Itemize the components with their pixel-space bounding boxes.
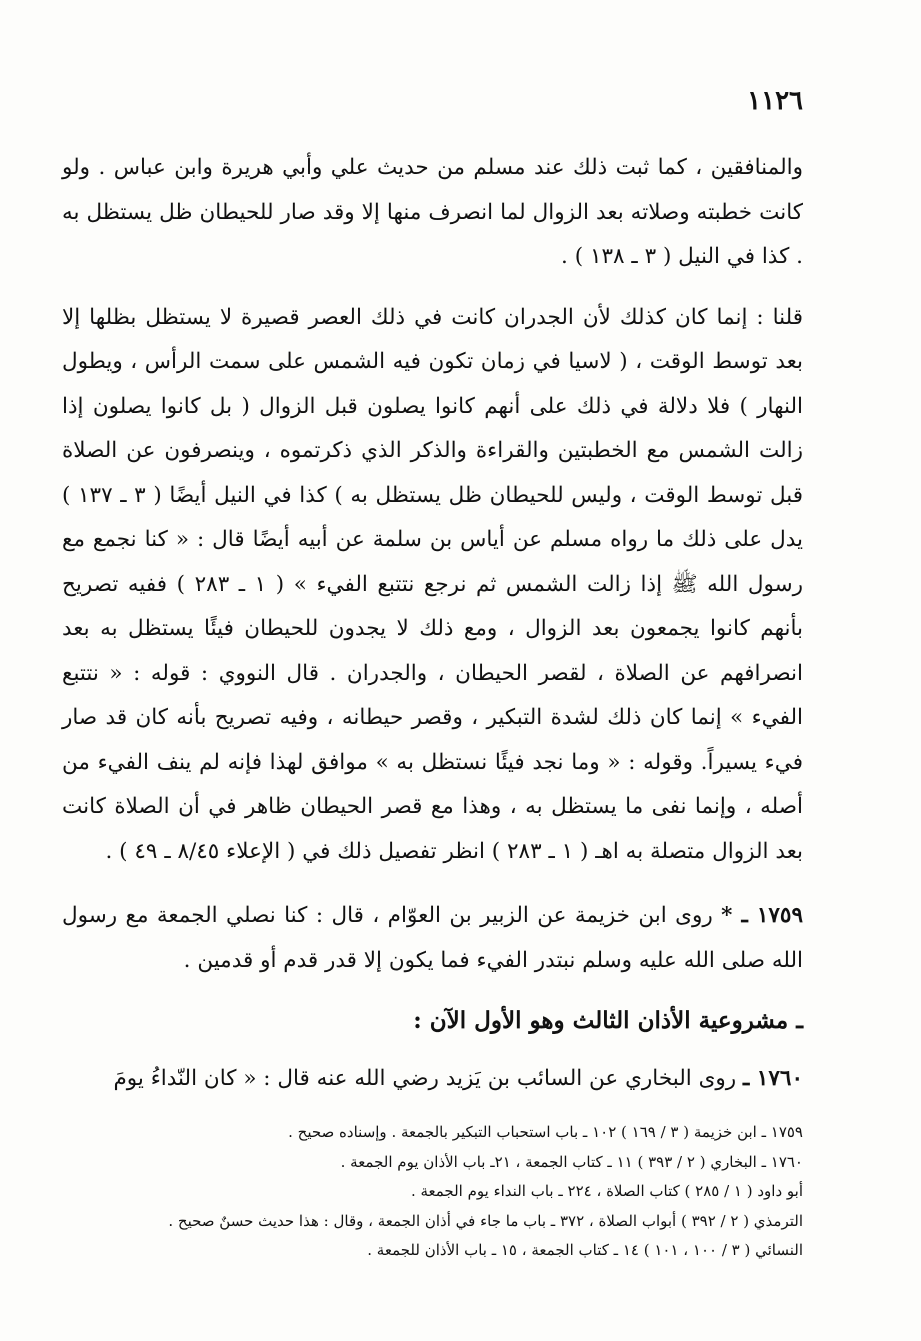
- hadith-1760-text: روى البخاري عن السائب بن يَزيد رضي الله عنه قال : « كان النّداءُ يومَ: [113, 1066, 743, 1091]
- section-heading: ـ مشروعية الأذان الثالث وهو الأول الآن :: [413, 1007, 803, 1034]
- footnote-1759: ١٧٥٩ ـ ابن خزيمة ( ٣ / ١٦٩ ) ١٠٢ ـ باب استحباب التبكير بالجمعة . وإسناده صحيح .: [288, 1123, 803, 1141]
- hadith-1759-text: روى ابن خزيمة عن الزبير بن العوّام ، قال : كنا نصلي الجمعة مع رسول الله صلى الله عليه وسلم نبتدر الفيء فما يكون إلا قدر قدم أو قدمين .: [62, 903, 803, 973]
- commentary-paragraph-1: والمنافقين ، كما ثبت ذلك عند مسلم من حديث علي وأبي هريرة وابن عباس . ولو كانت خطبته وصلاته بعد الزوال لما انصرف منها إلا وقد صار للحيطان ظل يستظل به . كذا في النيل ( ٣ ـ ١٣٨ ) .: [62, 155, 803, 269]
- footnote-tirmidhi: الترمذي ( ٢ / ٣٩٢ ) أبواب الصلاة ، ٣٧٢ ـ باب ما جاء في أذان الجمعة ، وقال : هذا حديث حسنٌ صحيح .: [168, 1211, 803, 1230]
- main-text: [62, 146, 803, 1102]
- footnote-1760-bukhari: ١٧٦٠ ـ البخاري ( ٢ / ٣٩٣ ) ١١ ـ كتاب الجمعة ، ٢١ـ باب الأذان يوم الجمعة .: [340, 1152, 803, 1171]
- commentary-paragraph-2: قلنا : إنما كان كذلك لأن الجدران كانت في ذلك العصر قصيرة لا يستظل بظلها إلا بعد توسط الوقت ، ( لاسيا في زمان تكون فيه الشمس على سمت الرأس ، ويطول النهار ) فلا دلالة في ذلك على أنهم كانوا يصلون قبل الزوال ( بل كانوا يصلون إذا زالت الشمس مع الخطبتين والقراءة والذكر الذي ذكرتموه ، وينصرفون عن الصلاة قبل توسط الوقت ، وليس للحيطان ظل يستظل به ) كذا في النيل أيضًا ( ٣ ـ ١٣٧ ) يدل على ذلك ما رواه مسلم عن أياس بن سلمة عن أبيه أيضًا قال : « كنا نجمع مع رسول الله ﷺ إذا زالت الشمس ثم نرجع نتتبع الفيء » ( ١ ـ ٢٨٣ ) ففيه تصريح بأنهم كانوا يجمعون بعد الزوال ، ومع ذلك لا يجدون للحيطان فيئًا يستظل به بعد انصرافهم عن الصلاة ، لقصر الحيطان ، والجدران . قال النووي : قوله : « نتتبع الفيء » إنما كان ذلك لشدة التبكير ، وقصر حيطانه ، وفيه تصريح بأنه كان قد صار فيء يسيراً. وقوله : « وما نجد فيئًا نستظل به » موافق لهذا فإنه لم ينف الفيء من أصله ، وإنما نفى ما يستظل به ، وهذا مع قصر الحيطان ظاهر في أن الصلاة كانت بعد الزوال متصلة به اهـ ( ١ ـ ٢٨٣ ) انظر تفصيل ذلك في ( الإعلاء ٨/٤٥ ـ ٤٩ ) .: [62, 304, 804, 864]
- hadith-1760-number: ١٧٦٠ ـ: [743, 1066, 803, 1091]
- footnotes: [62, 1118, 803, 1266]
- hadith-1760: [62, 1057, 803, 1102]
- footnote-abu-dawud: أبو داود ( ١ / ٢٨٥ ) كتاب الصلاة ، ٢٢٤ ـ باب النداء يوم الجمعة .: [410, 1182, 803, 1200]
- page-number: ١١٢٦: [747, 86, 803, 116]
- footnote-nasai: النسائي ( ٣ / ١٠٠ ، ١٠١ ) ١٤ ـ كتاب الجمعة ، ١٥ ـ باب الأذان للجمعة .: [367, 1241, 803, 1259]
- hadith-1759: [62, 894, 803, 983]
- hadith-1759-number: ١٧٥٩ ـ *: [721, 903, 804, 928]
